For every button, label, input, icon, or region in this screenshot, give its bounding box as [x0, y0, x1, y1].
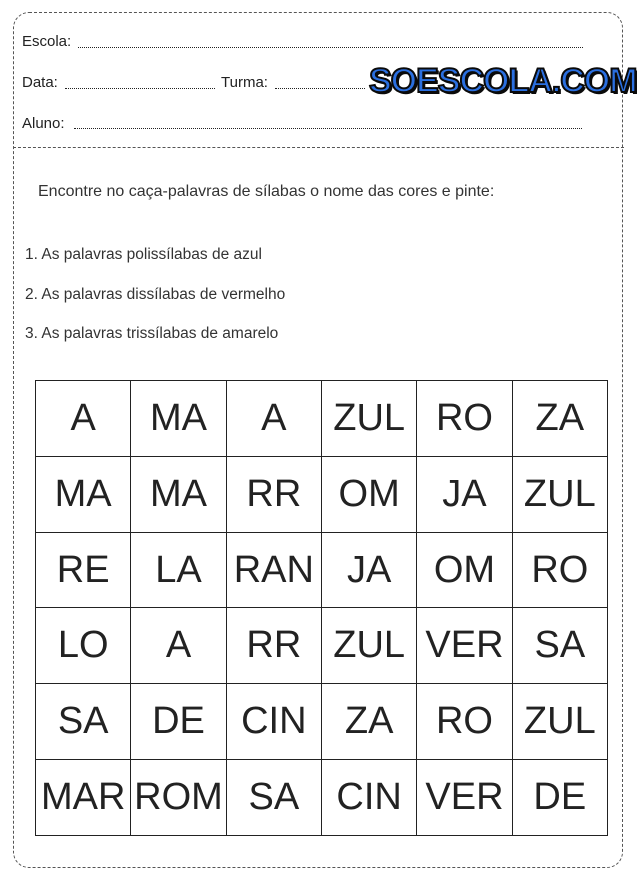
- grid-cell[interactable]: DE: [131, 684, 226, 760]
- grid-cell[interactable]: A: [131, 608, 226, 684]
- syllable-word-search-grid: [35, 380, 608, 836]
- grid-row: [36, 456, 608, 532]
- grid-cell[interactable]: MA: [131, 456, 226, 532]
- grid-cell[interactable]: MA: [36, 456, 131, 532]
- grid-cell[interactable]: SA: [512, 608, 607, 684]
- soescola-logo: SOESCOLA.COM: [369, 62, 637, 100]
- grid-cell[interactable]: DE: [512, 760, 607, 836]
- grid-cell[interactable]: JA: [417, 456, 512, 532]
- grid-cell[interactable]: A: [36, 381, 131, 457]
- grid-cell[interactable]: RAN: [226, 532, 321, 608]
- grid-cell[interactable]: RR: [226, 456, 321, 532]
- grid-cell[interactable]: RO: [417, 684, 512, 760]
- grid-cell[interactable]: RE: [36, 532, 131, 608]
- date-label: Data:: [22, 74, 58, 91]
- grid-cell[interactable]: A: [226, 381, 321, 457]
- grid-cell[interactable]: JA: [321, 532, 416, 608]
- instruction-item-3: 3. As palavras trissílabas de amarelo: [25, 325, 279, 342]
- grid-cell[interactable]: OM: [417, 532, 512, 608]
- instruction-item-2: 2. As palavras dissílabas de vermelho: [25, 286, 286, 303]
- grid-cell[interactable]: RR: [226, 608, 321, 684]
- grid-cell[interactable]: MA: [131, 381, 226, 457]
- class-field-line[interactable]: [275, 88, 365, 89]
- grid-cell[interactable]: SA: [226, 760, 321, 836]
- date-field-line[interactable]: [65, 88, 215, 89]
- grid-row: [36, 684, 608, 760]
- grid-cell[interactable]: ROM: [131, 760, 226, 836]
- grid-cell[interactable]: VER: [417, 760, 512, 836]
- grid-cell[interactable]: ZA: [321, 684, 416, 760]
- grid-cell[interactable]: RO: [512, 532, 607, 608]
- header-divider: [13, 147, 624, 148]
- grid-row: [36, 608, 608, 684]
- school-label: Escola:: [22, 33, 72, 50]
- grid-cell[interactable]: ZUL: [512, 456, 607, 532]
- grid-row: [36, 760, 608, 836]
- grid-cell[interactable]: LO: [36, 608, 131, 684]
- grid-cell[interactable]: ZA: [512, 381, 607, 457]
- grid-cell[interactable]: VER: [417, 608, 512, 684]
- grid-cell[interactable]: CIN: [226, 684, 321, 760]
- grid-cell[interactable]: ZUL: [512, 684, 607, 760]
- student-label: Aluno:: [22, 115, 65, 132]
- grid-cell[interactable]: MAR: [36, 760, 131, 836]
- school-field-line[interactable]: [78, 47, 583, 48]
- grid-cell[interactable]: ZUL: [321, 608, 416, 684]
- instruction-item-1: 1. As palavras polissílabas de azul: [25, 246, 262, 263]
- grid-cell[interactable]: OM: [321, 456, 416, 532]
- grid-cell[interactable]: CIN: [321, 760, 416, 836]
- grid-cell[interactable]: SA: [36, 684, 131, 760]
- grid-cell[interactable]: ZUL: [321, 381, 416, 457]
- grid-row: [36, 532, 608, 608]
- grid-row: [36, 381, 608, 457]
- student-field-line[interactable]: [74, 128, 582, 129]
- grid-cell[interactable]: LA: [131, 532, 226, 608]
- grid-cell[interactable]: RO: [417, 381, 512, 457]
- instruction-text: Encontre no caça-palavras de sílabas o nome das cores e pinte:: [38, 183, 495, 200]
- class-label: Turma:: [221, 74, 268, 91]
